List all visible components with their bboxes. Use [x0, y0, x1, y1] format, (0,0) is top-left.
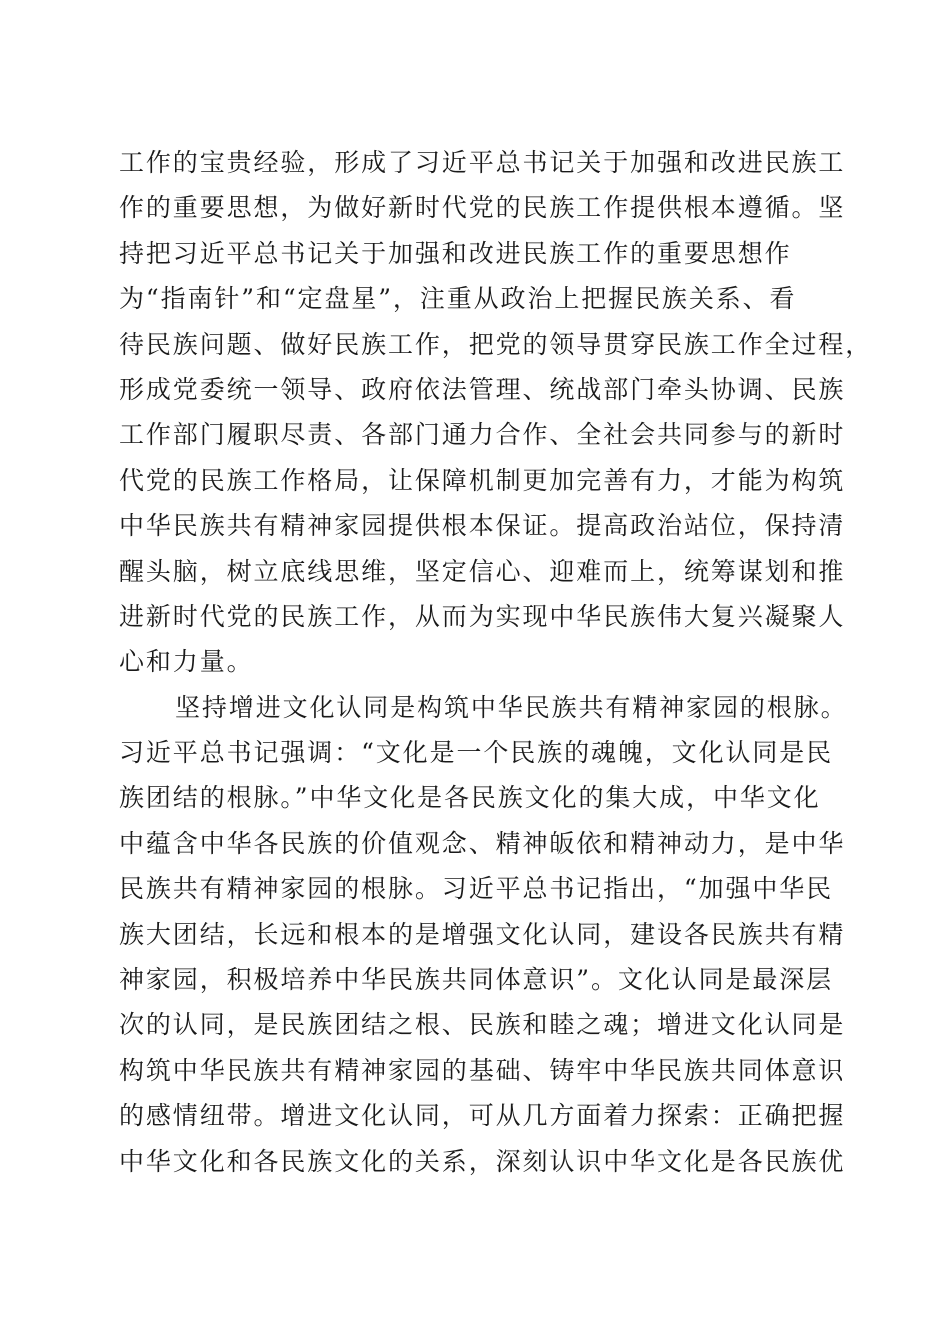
text-line: 持把习近平总书记关于加强和改进民族工作的重要思想作 [119, 238, 792, 268]
text-line: 族团结的根脉。”中华文化是各民族文化的集大成，中华文化 [119, 783, 821, 813]
text-line: 进新时代党的民族工作，从而为实现中华民族伟大复兴凝聚人 [119, 601, 846, 631]
text-line: 次的认同，是民族团结之根、民族和睦之魂；增进文化认同是 [119, 1010, 846, 1040]
text-line: 中蕴含中华各民族的价值观念、精神皈依和精神动力，是中华 [119, 828, 846, 858]
text-line: 为“指南针”和“定盘星”，注重从政治上把握民族关系、看 [119, 284, 797, 314]
body-text [119, 140, 873, 1184]
text-line: 形成党委统一领导、政府依法管理、统战部门牵头协调、民族 [119, 374, 846, 404]
text-line: 习近平总书记强调：“文化是一个民族的魂魄，文化认同是民 [119, 738, 834, 768]
text-line: 的感情纽带。增进文化认同，可从几方面着力探索：正确把握 [119, 1101, 846, 1131]
paragraph-1 [119, 140, 873, 685]
text-line: 工作部门履职尽责、各部门通力合作、全社会共同参与的新时 [119, 420, 846, 450]
text-line: 坚持增进文化认同是构筑中华民族共有精神家园的根脉。 [175, 692, 848, 722]
paragraph-2 [119, 685, 848, 1184]
text-line: 待民族问题、做好民族工作，把党的领导贯穿民族工作全过程， [119, 329, 873, 359]
text-line: 代党的民族工作格局，让保障机制更加完善有力，才能为构筑 [119, 465, 846, 495]
text-line: 神家园，积极培养中华民族共同体意识”。文化认同是最深层 [119, 965, 834, 995]
text-line: 工作的宝贵经验，形成了习近平总书记关于加强和改进民族工 [119, 148, 846, 177]
text-line: 作的重要思想，为做好新时代党的民族工作提供根本遵循。坚 [119, 193, 846, 223]
text-line: 中华文化和各民族文化的关系，深刻认识中华文化是各民族优 [119, 1146, 846, 1176]
text-line: 民族共有精神家园的根脉。习近平总书记指出，“加强中华民 [119, 874, 834, 904]
text-line: 构筑中华民族共有精神家园的基础、铸牢中华民族共同体意识 [119, 1055, 846, 1085]
text-line: 醒头脑，树立底线思维，坚定信心、迎难而上，统筹谋划和推 [119, 556, 846, 586]
text-line: 心和力量。 [119, 647, 254, 677]
text-line: 中华民族共有精神家园提供根本保证。提高政治站位，保持清 [119, 511, 846, 541]
text-line: 族大团结，长远和根本的是增强文化认同，建设各民族共有精 [119, 919, 846, 949]
